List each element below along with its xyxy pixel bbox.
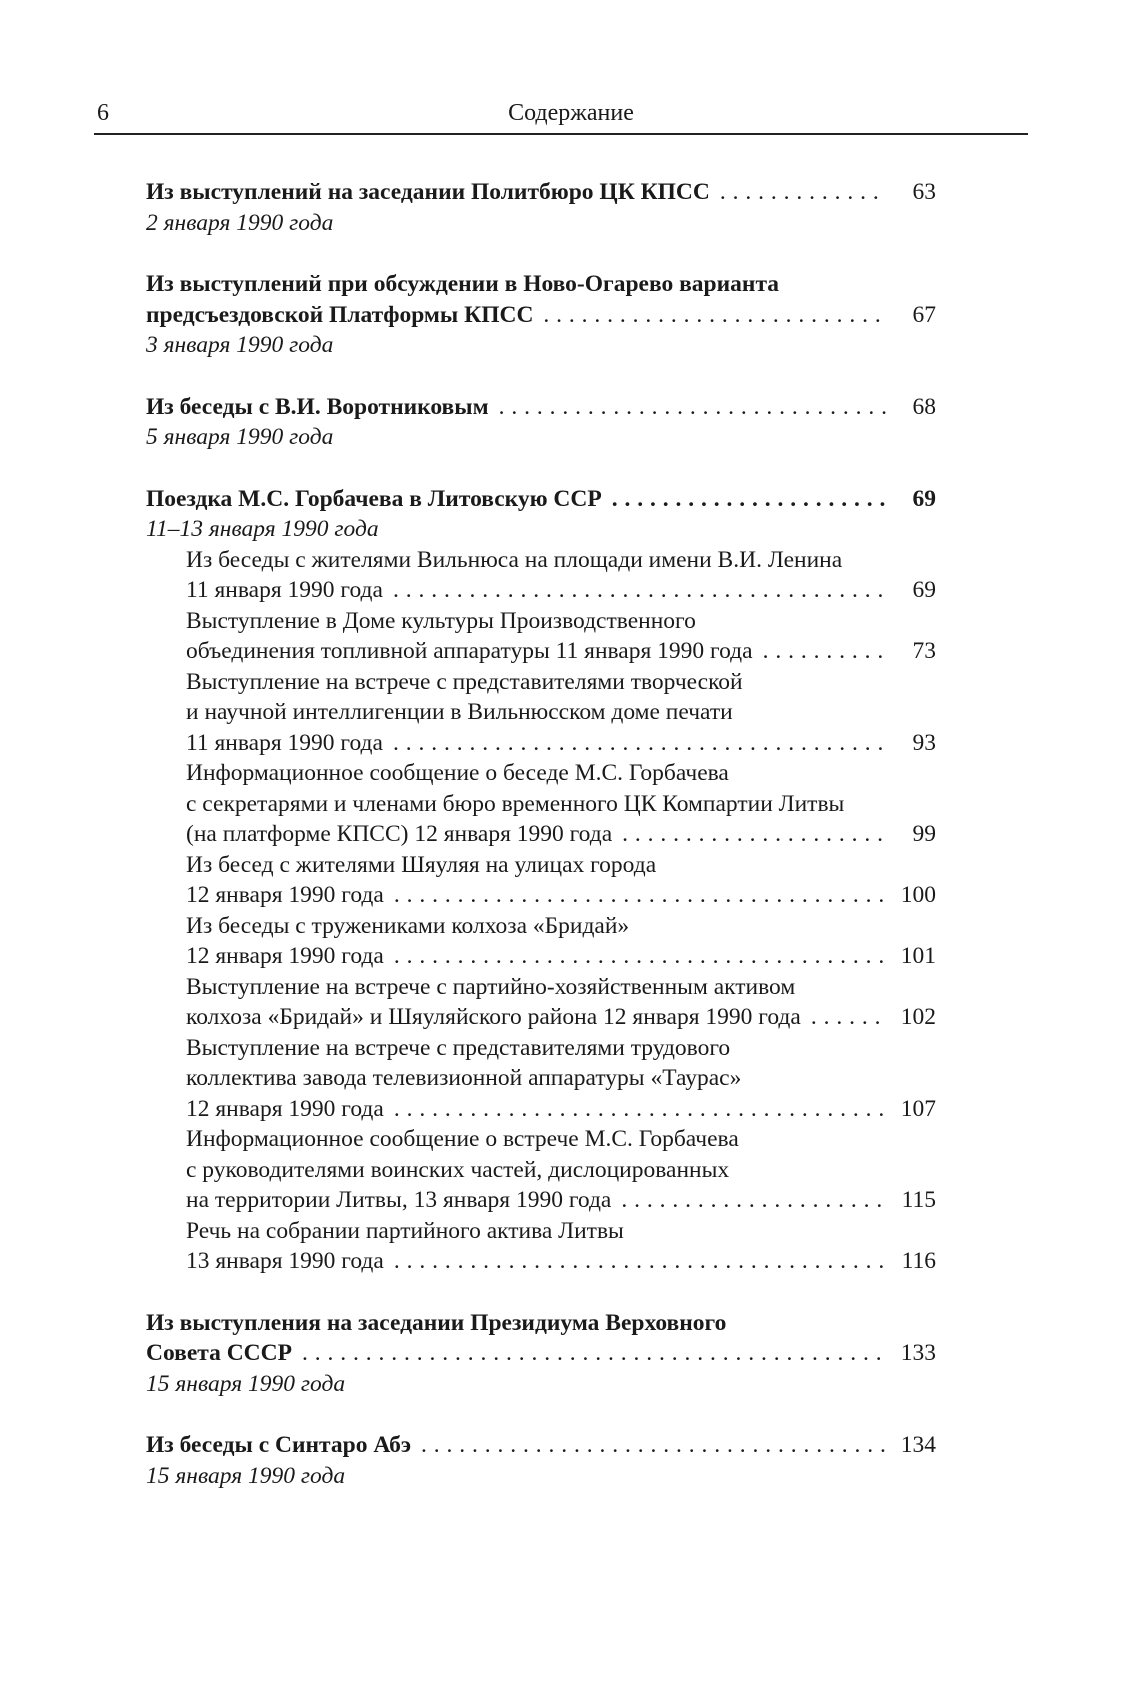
subentry-title: 12 января 1990 года bbox=[186, 882, 384, 908]
subentry-title[interactable]: и научной интеллигенции в Вильнюсском доме печати bbox=[186, 699, 733, 725]
entry-title: Из беседы с В.И. Воротниковым bbox=[146, 393, 489, 420]
entry-page: 107 bbox=[900, 1095, 936, 1122]
entry-title: Поездка М.С. Горбачева в Литовскую ССР bbox=[146, 485, 602, 512]
entry-page: 100 bbox=[900, 882, 936, 908]
leader-dots bbox=[421, 1430, 886, 1461]
toc-subentry[interactable] bbox=[186, 880, 936, 911]
subentry-title[interactable]: Речь на собрании партийного актива Литвы bbox=[186, 1217, 624, 1244]
leader-dots bbox=[394, 880, 886, 911]
toc-subentry[interactable] bbox=[186, 728, 936, 759]
subentry-title: на территории Литвы, 13 января 1990 года bbox=[186, 1187, 612, 1213]
toc-entry[interactable] bbox=[146, 1338, 936, 1369]
subentry-title[interactable]: Выступление на встрече с представителями творческой bbox=[186, 668, 743, 695]
leader-dots bbox=[720, 177, 886, 208]
toc-entry[interactable] bbox=[146, 484, 936, 515]
subentry-title: 12 января 1990 года bbox=[186, 1095, 384, 1122]
entry-title: Из выступлений на заседании Политбюро ЦК КПСС bbox=[146, 179, 710, 205]
subentry-title[interactable]: Выступление на встрече с представителями трудового bbox=[186, 1034, 731, 1061]
table-of-contents bbox=[0, 177, 1142, 1491]
entry-page: 69 bbox=[912, 485, 936, 512]
subentry-title[interactable]: коллектива завода телевизионной аппаратуры «Таурас» bbox=[186, 1065, 742, 1091]
subentry-title[interactable]: с секретарями и членами бюро временного ЦК Компартии Литвы bbox=[186, 790, 845, 817]
entry-date: 15 января 1990 года bbox=[146, 1462, 346, 1489]
subentry-title[interactable]: Информационное сообщение о встрече М.С. Горбачева bbox=[186, 1126, 739, 1152]
entry-title[interactable]: Из выступлений при обсуждении в Ново-Огарево варианта bbox=[146, 271, 780, 297]
subentry-title: (на платформе КПСС) 12 января 1990 года bbox=[186, 821, 613, 847]
entry-page: 68 bbox=[912, 393, 936, 420]
entry-page: 115 bbox=[901, 1187, 936, 1213]
entry-page: 134 bbox=[900, 1432, 936, 1458]
toc-entry[interactable] bbox=[146, 392, 936, 423]
leader-dots bbox=[612, 484, 886, 515]
entry-date: 5 января 1990 года bbox=[146, 424, 334, 450]
leader-dots bbox=[394, 1246, 886, 1277]
toc-subentry[interactable] bbox=[186, 819, 936, 850]
leader-dots bbox=[394, 1094, 886, 1125]
toc-entry[interactable] bbox=[146, 177, 936, 208]
toc-subentry[interactable] bbox=[186, 575, 936, 606]
entry-title: Из беседы с Синтаро Абэ bbox=[146, 1432, 412, 1458]
entry-title[interactable]: Из выступления на заседании Президиума Верховного bbox=[146, 1309, 727, 1336]
subentry-title: объединения топливной аппаратуры 11 января 1990 года bbox=[186, 638, 753, 664]
entry-page: 73 bbox=[912, 638, 936, 664]
subentry-title: колхоза «Бридай» и Шяуляйского района 12 января 1990 года bbox=[186, 1004, 801, 1030]
entry-page: 63 bbox=[912, 179, 936, 205]
leader-dots bbox=[622, 819, 886, 850]
entry-page: 93 bbox=[912, 729, 936, 756]
entry-page: 133 bbox=[900, 1340, 936, 1366]
leader-dots bbox=[499, 392, 886, 423]
toc-subentry[interactable] bbox=[186, 941, 936, 972]
subentry-title[interactable]: Из беседы с тружениками колхоза «Бридай» bbox=[186, 912, 630, 939]
subentry-title: 11 января 1990 года bbox=[186, 577, 383, 603]
entry-page: 69 bbox=[912, 577, 936, 603]
entry-date: 15 января 1990 года bbox=[146, 1370, 346, 1397]
toc-subentry[interactable] bbox=[186, 1185, 936, 1216]
subentry-title[interactable]: Выступление на встрече с партийно-хозяйственным активом bbox=[186, 973, 796, 1000]
subentry-title: 11 января 1990 года bbox=[186, 729, 383, 756]
entry-title: Совета СССР bbox=[146, 1340, 292, 1366]
entry-date: 2 января 1990 года bbox=[146, 209, 334, 236]
toc-subentry[interactable] bbox=[186, 1094, 936, 1125]
header-rule bbox=[94, 133, 1028, 135]
page-number: 6 bbox=[97, 100, 109, 126]
toc-subentry[interactable] bbox=[186, 1002, 936, 1033]
subentry-title: 13 января 1990 года bbox=[186, 1248, 384, 1274]
toc-entry[interactable] bbox=[146, 1430, 936, 1461]
entry-page: 67 bbox=[912, 301, 936, 328]
leader-dots bbox=[394, 941, 886, 972]
leader-dots bbox=[543, 300, 886, 331]
subentry-title[interactable]: Выступление в Доме культуры Производственного bbox=[186, 607, 696, 634]
leader-dots bbox=[763, 636, 886, 667]
subentry-title[interactable]: Из беседы с жителями Вильнюса на площади имени В.И. Ленина bbox=[186, 546, 843, 573]
subentry-title[interactable]: Из бесед с жителями Шяуляя на улицах города bbox=[186, 851, 657, 878]
entry-title: предсъездовской Платформы КПСС bbox=[146, 301, 534, 328]
entry-page: 102 bbox=[900, 1004, 936, 1030]
entry-page: 101 bbox=[900, 943, 936, 969]
subentry-title[interactable]: с руководителями воинских частей, дислоцированных bbox=[186, 1156, 730, 1183]
toc-subentry[interactable] bbox=[186, 1246, 936, 1277]
leader-dots bbox=[621, 1185, 886, 1216]
leader-dots bbox=[393, 728, 886, 759]
subentry-title: 12 января 1990 года bbox=[186, 943, 384, 969]
entry-page: 99 bbox=[912, 821, 936, 847]
running-title: Содержание bbox=[508, 100, 634, 126]
entry-date: 3 января 1990 года bbox=[146, 332, 334, 358]
toc-entry[interactable] bbox=[146, 300, 936, 331]
leader-dots bbox=[393, 575, 886, 606]
toc-subentry[interactable] bbox=[186, 636, 936, 667]
subentry-title[interactable]: Информационное сообщение о беседе М.С. Горбачева bbox=[186, 760, 729, 786]
entry-date: 11–13 января 1990 года bbox=[146, 516, 379, 542]
leader-dots bbox=[811, 1002, 886, 1033]
leader-dots bbox=[302, 1338, 886, 1369]
entry-page: 116 bbox=[901, 1248, 936, 1274]
